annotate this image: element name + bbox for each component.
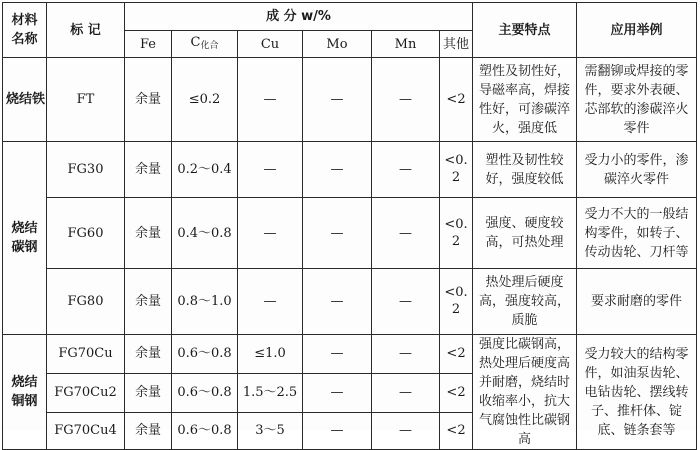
cell-fe: 余量 (125, 335, 172, 374)
cell-other: <2 (440, 58, 473, 142)
cell-mo: — (303, 142, 372, 198)
cell-features: 塑性及韧性好，导磁率高，焊接性好，可渗碳淬火，强度低 (473, 58, 577, 142)
cell-other: <0.2 (440, 142, 473, 198)
cell-other: <0.2 (440, 269, 473, 335)
cell-c: 0.4～0.8 (172, 198, 238, 269)
cell-mn: — (372, 58, 440, 142)
cell-cu: — (238, 198, 303, 269)
cell-other: <2 (440, 373, 473, 412)
cell-c: 0.8～1.0 (172, 269, 238, 335)
header-mn: Mn (372, 31, 440, 58)
cell-fe: 余量 (125, 58, 172, 142)
cell-mark: FG70Cu2 (47, 373, 125, 412)
cell-applications: 需翻铆或焊接的零件，要求外表硬、芯部软的渗碳淬火零件 (577, 58, 697, 142)
cell-mn: — (372, 335, 440, 374)
cell-cu: ≤1.0 (238, 335, 303, 374)
cell-features: 塑性及韧性较好，强度较低 (473, 142, 577, 198)
header-mo: Mo (303, 31, 372, 58)
cell-c: ≤0.2 (172, 58, 238, 142)
header-material-name: 材料名称 (3, 3, 47, 58)
cell-features: 热处理后硬度高，强度较高，质脆 (473, 269, 577, 335)
cell-mark: FG70Cu4 (47, 412, 125, 450)
cell-fe: 余量 (125, 142, 172, 198)
cell-cu: 1.5～2.5 (238, 373, 303, 412)
cell-features: 强度、硬度较高，可热处理 (473, 198, 577, 269)
cell-cu: 3～5 (238, 412, 303, 450)
cell-applications: 受力不大的一般结构零件，如转子、传动齿轮、刀杆等 (577, 198, 697, 269)
cell-applications: 要求耐磨的零件 (577, 269, 697, 335)
cell-mo: — (303, 269, 372, 335)
group-sintered-iron: 烧结铁 (3, 58, 47, 142)
cell-mo: — (303, 373, 372, 412)
header-mark: 标 记 (47, 3, 125, 58)
cell-mn: — (372, 412, 440, 450)
table-row (3, 269, 697, 335)
cell-cu: — (238, 269, 303, 335)
cell-other: <2 (440, 335, 473, 374)
cell-mo: — (303, 198, 372, 269)
header-c: $C_{化合}$ (172, 31, 238, 58)
cell-mark: FG80 (47, 269, 125, 335)
group-sintered-carbon-steel: 烧结碳钢 (3, 142, 47, 335)
table-row (3, 142, 697, 198)
cell-applications-copper-steel: 受力较大的结构零件，如油泵齿轮、电钻齿轮、摆线转子、推杆体、锭底、链条套等 (577, 335, 697, 450)
header-composition: 成 分 w/% (125, 3, 473, 31)
cell-c: 0.6～0.8 (172, 335, 238, 374)
cell-mark: FG30 (47, 142, 125, 198)
cell-mo: — (303, 58, 372, 142)
header-applications: 应用举例 (577, 3, 697, 58)
cell-mark: FG70Cu (47, 335, 125, 374)
header-fe: Fe (125, 31, 172, 58)
cell-other: <2 (440, 412, 473, 450)
table-row (3, 335, 697, 374)
cell-fe: 余量 (125, 269, 172, 335)
cell-mn: — (372, 198, 440, 269)
cell-fe: 余量 (125, 373, 172, 412)
header-cu: Cu (238, 31, 303, 58)
materials-table (2, 2, 697, 450)
cell-fe: 余量 (125, 198, 172, 269)
cell-mo: — (303, 412, 372, 450)
group-sintered-copper-steel: 烧结铜钢 (3, 335, 47, 450)
table-row (3, 198, 697, 269)
cell-mark: FG60 (47, 198, 125, 269)
cell-c: 0.6～0.8 (172, 412, 238, 450)
cell-other: <0.2 (440, 198, 473, 269)
cell-fe: 余量 (125, 412, 172, 450)
header-other: 其他 (440, 31, 473, 58)
cell-applications: 受力小的零件，渗碳淬火零件 (577, 142, 697, 198)
cell-mn: — (372, 373, 440, 412)
cell-features-copper-steel: 强度比碳钢高，热处理后硬度高并耐磨，烧结时收缩率小，抗大气腐蚀性比碳钢高 (473, 335, 577, 450)
cell-mn: — (372, 142, 440, 198)
cell-c: 0.2～0.4 (172, 142, 238, 198)
cell-c: 0.6～0.8 (172, 373, 238, 412)
table-row (3, 58, 697, 142)
cell-mn: — (372, 269, 440, 335)
cell-cu: — (238, 142, 303, 198)
header-features: 主要特点 (473, 3, 577, 58)
header-row-top (3, 3, 697, 31)
cell-mo: — (303, 335, 372, 374)
cell-cu: — (238, 58, 303, 142)
cell-mark: FT (47, 58, 125, 142)
